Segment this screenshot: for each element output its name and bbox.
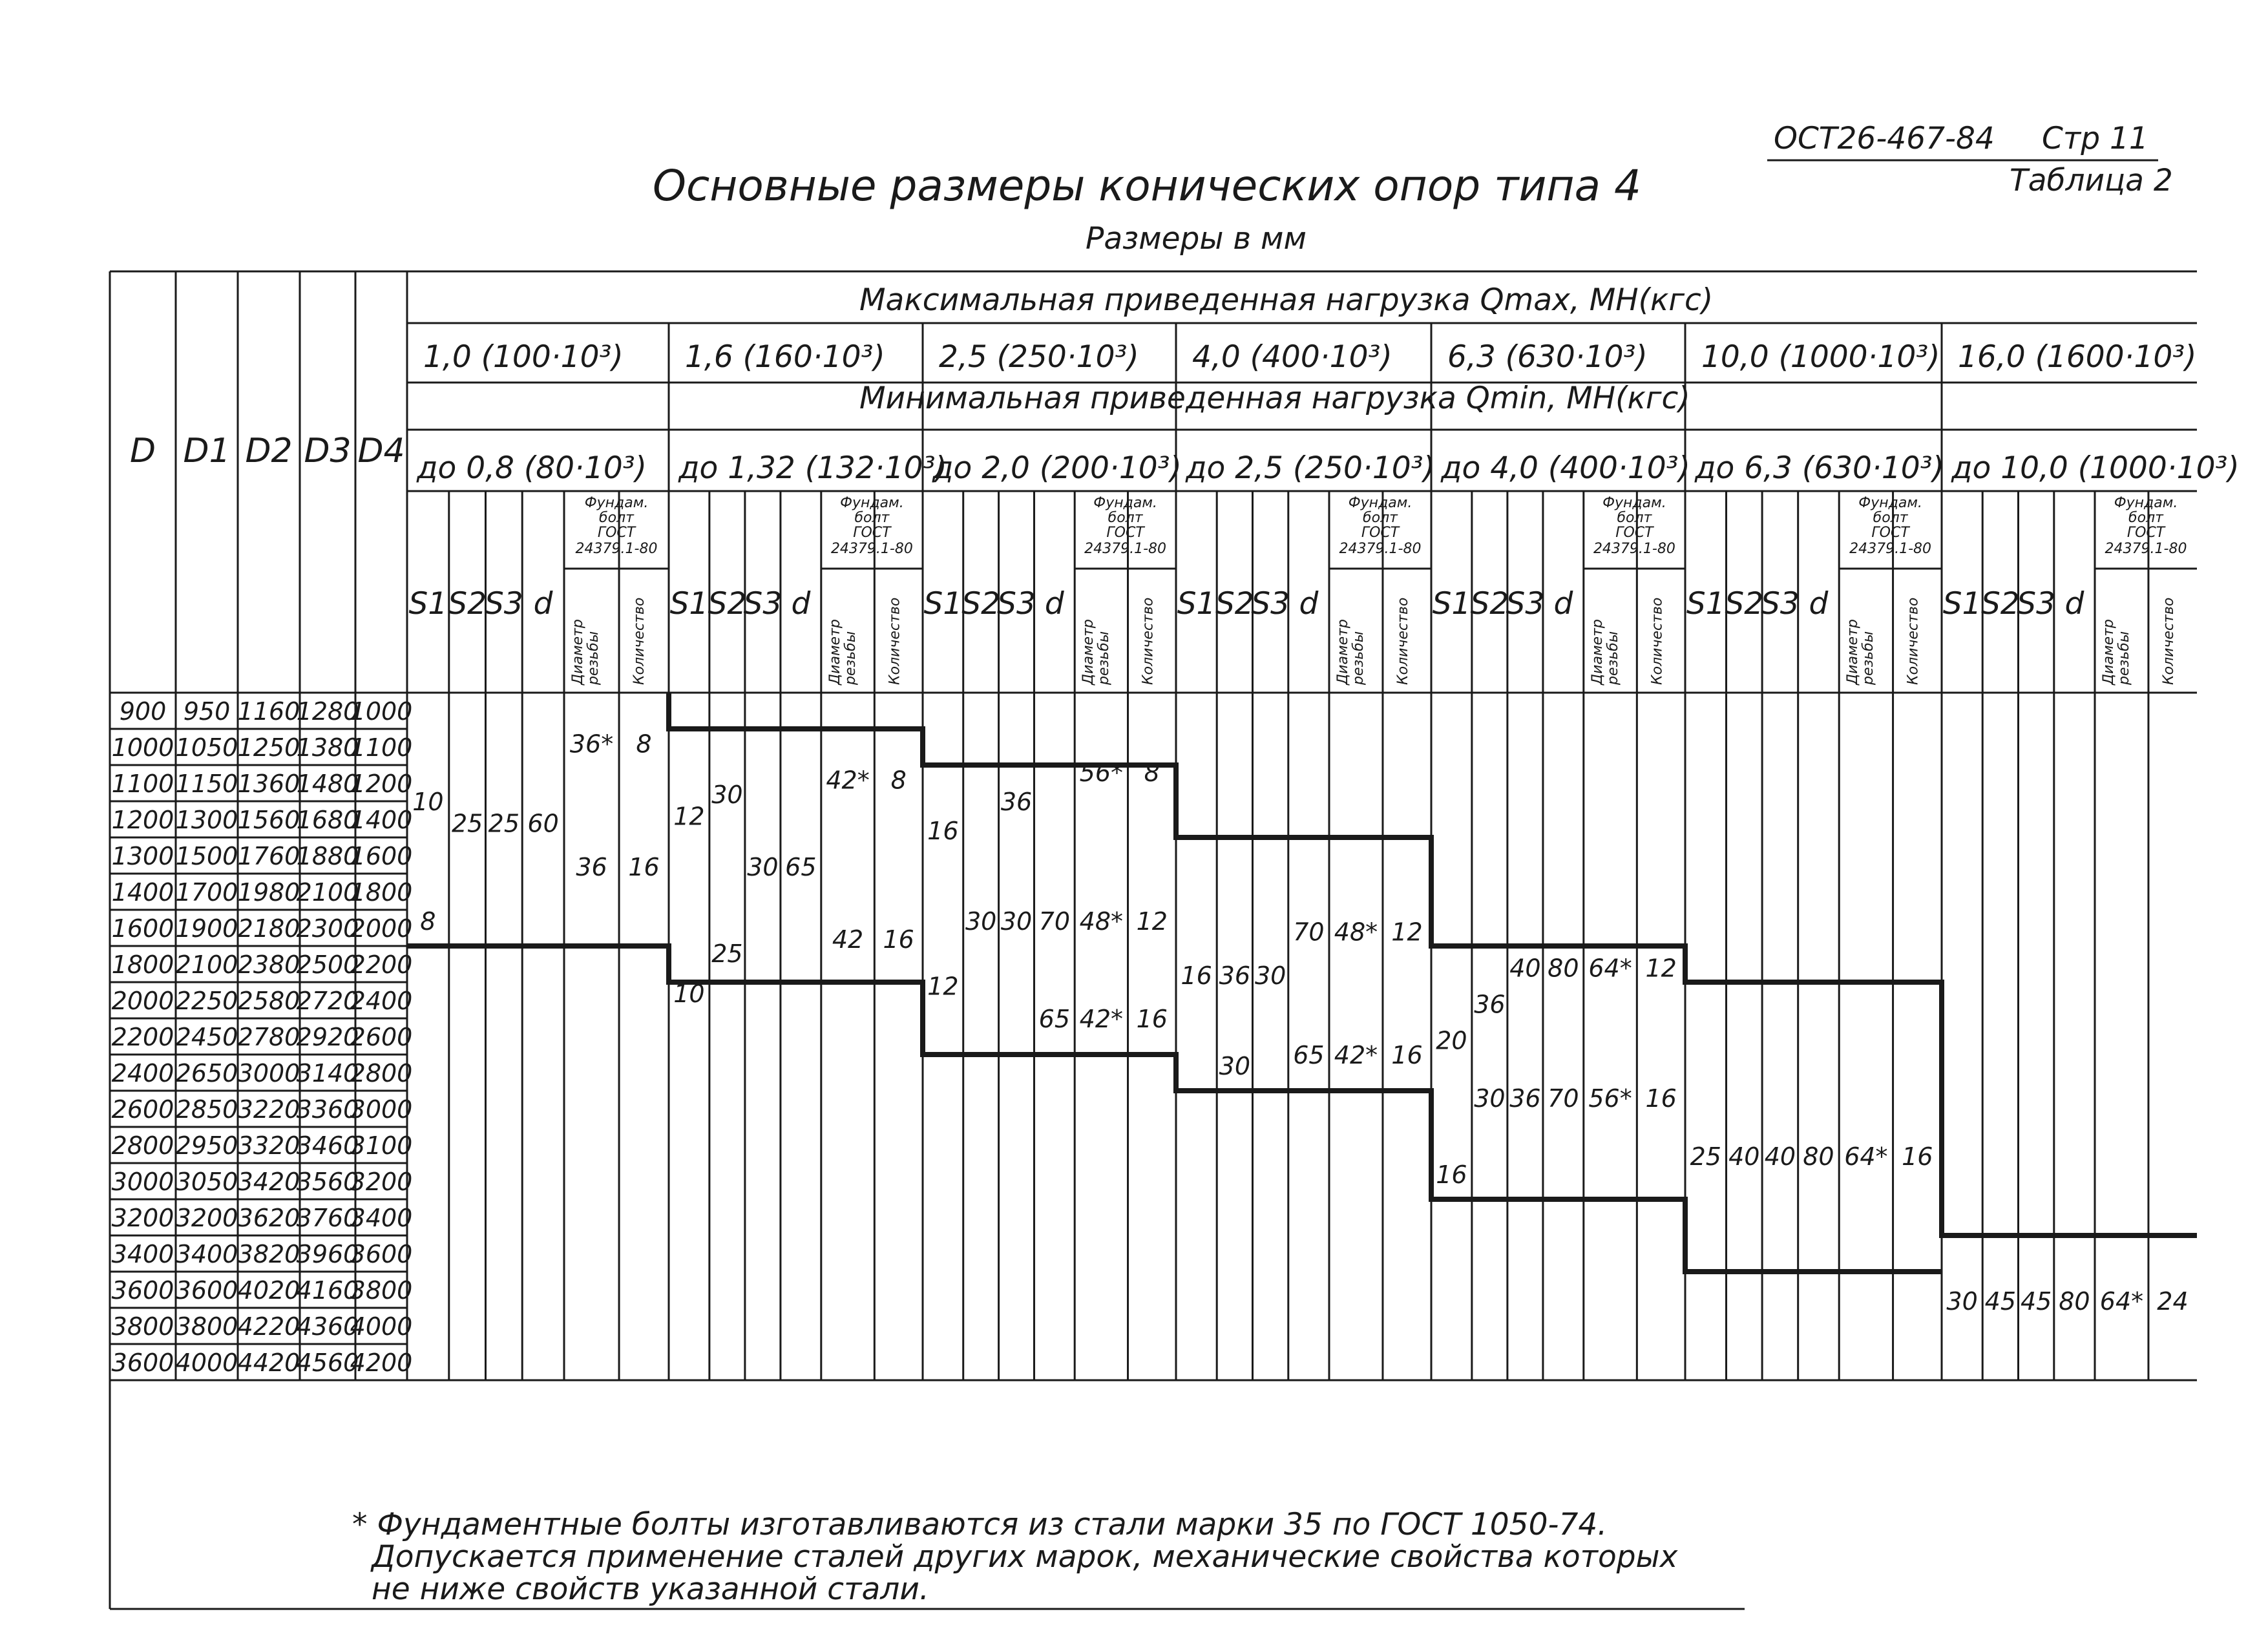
g7-s1-value: 30 — [1946, 1287, 1978, 1316]
bolt-header: ГОСТ — [597, 525, 636, 541]
g1-qty-value: 16 — [628, 852, 660, 881]
table-row-cell: 2380 — [237, 951, 300, 979]
bolt-header: болт — [854, 510, 890, 526]
table-row-cell: 3000 — [111, 1168, 174, 1196]
table-row-cell: 1700 — [175, 878, 238, 907]
quantity-header: Количество — [1394, 597, 1411, 685]
g2-s3-value: 30 — [747, 852, 779, 881]
bolt-header: ГОСТ — [1361, 525, 1400, 541]
bolt-header: болт — [1873, 510, 1908, 526]
g3-d-value: 70 — [1038, 907, 1071, 936]
page-title: Основные размеры конических опор типа 4 — [653, 161, 1641, 211]
thread-header: резьбы — [1860, 631, 1877, 685]
thread-header: резьбы — [2116, 631, 2132, 685]
g1-thread-value: 36* — [569, 730, 614, 759]
table-row-cell: 3200 — [111, 1204, 174, 1232]
table-row-cell: 2600 — [111, 1095, 174, 1124]
col-header-d: d — [1809, 586, 1829, 622]
g1-d-value: 60 — [527, 809, 559, 838]
bolt-header: 24379.1-80 — [830, 541, 913, 557]
table-row-cell: 1980 — [237, 878, 300, 907]
g5-s1-value: 20 — [1436, 1026, 1467, 1055]
g7-d-value: 80 — [2059, 1287, 2090, 1316]
page-reference: Стр 11 — [2042, 121, 2148, 156]
g4-d-value: 65 — [1293, 1041, 1325, 1069]
table-row-cell: 1600 — [111, 914, 174, 943]
bolt-header: ГОСТ — [1615, 525, 1654, 541]
qmin-group-7: до 10,0 (1000·10³) — [1951, 450, 2240, 486]
table-row-cell: 1560 — [237, 806, 300, 834]
g3-s3-value: 36 — [1000, 788, 1033, 816]
table-row-cell: 2400 — [350, 987, 413, 1015]
col-header-d: d — [791, 586, 811, 622]
table-row-cell: 2200 — [111, 1023, 174, 1051]
table-row-cell: 900 — [119, 697, 167, 726]
bolt-header: Фундам. — [1093, 495, 1157, 511]
qmax-title: Максимальная приведенная нагрузка Qmax, МН(кгс) — [859, 282, 1714, 318]
table-row-cell: 3600 — [111, 1276, 174, 1305]
table-row-cell: 2720 — [296, 987, 359, 1015]
table-row-cell: 4020 — [237, 1276, 300, 1305]
qmax-group-7: 16,0 (1600·10³) — [1958, 339, 2197, 375]
col-header-s2: S2 — [708, 586, 747, 622]
table-row-cell: 2920 — [296, 1023, 359, 1051]
table-row-cell: 4560 — [296, 1349, 359, 1377]
table-row-cell: 2250 — [175, 987, 238, 1015]
g3-qty-value: 8 — [1144, 759, 1160, 788]
col-header-s3: S3 — [2017, 586, 2056, 622]
g5-thread-value: 56* — [1588, 1084, 1632, 1113]
table-row-cell: 3140 — [296, 1059, 359, 1087]
g4-thread-value: 42* — [1334, 1041, 1378, 1069]
table-row-cell: 3620 — [237, 1204, 300, 1232]
col-header-s2: S2 — [448, 586, 487, 622]
table-row-cell: 3000 — [237, 1059, 300, 1087]
table-row-cell: 3800 — [350, 1276, 413, 1305]
g1-s2-value: 25 — [451, 809, 483, 838]
table-row-cell: 1280 — [296, 697, 359, 726]
col-header-s1: S1 — [408, 586, 448, 622]
g2-d-value: 65 — [785, 852, 817, 881]
table-row-cell: 3820 — [237, 1240, 300, 1268]
table-row-cell: 4200 — [350, 1349, 413, 1377]
qmin-group-5: до 4,0 (400·10³) — [1441, 450, 1690, 486]
table-row-cell: 2100 — [175, 951, 238, 979]
table-row-cell: 1800 — [111, 951, 174, 979]
table-row-cell: 2300 — [296, 914, 359, 943]
table-row-cell: 3000 — [350, 1095, 413, 1124]
col-header-d: d — [1553, 586, 1573, 622]
thread-header: Диаметр — [2101, 619, 2117, 685]
dim-header-d: D — [129, 432, 156, 470]
g2-qty-value: 8 — [890, 766, 907, 795]
g7-qty-value: 24 — [2157, 1287, 2189, 1316]
g3-d-value: 65 — [1038, 1005, 1071, 1033]
g3-s1-value: 12 — [927, 972, 959, 1001]
bolt-header: Фундам. — [840, 495, 904, 511]
table-row-cell: 1300 — [111, 842, 174, 870]
table-row-cell: 2400 — [111, 1059, 174, 1087]
table-row-cell: 3960 — [296, 1240, 359, 1268]
table-cells — [412, 730, 2188, 1315]
g4-thread-value: 48* — [1334, 918, 1378, 947]
col-header-d: d — [533, 586, 553, 622]
table-row-cell: 1400 — [350, 806, 413, 834]
bolt-header: Фундам. — [1348, 495, 1412, 511]
table-row-cell: 3320 — [237, 1131, 300, 1160]
qmin-group-6: до 6,3 (630·10³) — [1695, 450, 1944, 486]
col-header-s3: S3 — [484, 586, 523, 622]
table-row-cell: 3460 — [296, 1131, 359, 1160]
bolt-header: болт — [1108, 510, 1143, 526]
table-row-cell: 3800 — [175, 1312, 238, 1341]
table-row-cell: 1360 — [237, 770, 300, 798]
g4-qty-value: 12 — [1391, 918, 1423, 947]
page-subtitle: Размеры в мм — [1086, 221, 1307, 257]
table-row-cell: 1880 — [296, 842, 359, 870]
table-row-cell: 1900 — [175, 914, 238, 943]
qmax-group-2: 1,6 (160·10³) — [685, 339, 885, 375]
table-row-cell: 3360 — [296, 1095, 359, 1124]
g3-s3-value: 30 — [1000, 907, 1033, 936]
g3-thread-value: 56* — [1079, 759, 1124, 788]
col-header-s1: S1 — [923, 586, 963, 622]
table-row-cell: 2500 — [296, 951, 359, 979]
thread-header: резьбы — [1096, 631, 1113, 685]
thread-header: резьбы — [1350, 631, 1367, 685]
table-row-cell: 2950 — [175, 1131, 238, 1160]
g1-s3-value: 25 — [488, 809, 520, 838]
g3-s1-value: 16 — [927, 816, 959, 845]
quantity-header: Количество — [887, 597, 903, 685]
qmax-group-1: 1,0 (100·10³) — [423, 339, 624, 375]
qmin-group-1: до 0,8 (80·10³) — [417, 450, 647, 486]
bolt-header: Фундам. — [1602, 495, 1666, 511]
thread-header: Диаметр — [1845, 619, 1862, 685]
qmax-group-6: 10,0 (1000·10³) — [1701, 339, 1940, 375]
g4-d-value: 70 — [1293, 918, 1325, 947]
g6-d-value: 80 — [1803, 1142, 1834, 1171]
table-row-cell: 3400 — [175, 1240, 238, 1268]
bolt-header: 24379.1-80 — [575, 541, 658, 557]
g6-s3-value: 40 — [1764, 1142, 1796, 1171]
table-row-cell: 2100 — [296, 878, 359, 907]
quantity-header: Количество — [1649, 597, 1666, 685]
thread-header: Диаметр — [1589, 619, 1606, 685]
col-header-s1: S1 — [669, 586, 709, 622]
table-row-cell: 3600 — [175, 1276, 238, 1305]
bolt-header: Фундам. — [2114, 495, 2178, 511]
bolt-header: ГОСТ — [1106, 525, 1144, 541]
g7-s2-value: 45 — [1984, 1287, 2017, 1316]
bolt-header: 24379.1-80 — [1849, 541, 1932, 557]
col-header-d: d — [1044, 586, 1064, 622]
table-row-cell: 3400 — [111, 1240, 174, 1268]
table-row-cell: 950 — [183, 697, 231, 726]
table-row-cell: 1050 — [175, 733, 238, 762]
g2-s2-value: 25 — [711, 940, 743, 969]
g2-qty-value: 16 — [883, 925, 914, 954]
table-row-cell: 2450 — [175, 1023, 238, 1051]
g2-thread-value: 42* — [826, 766, 870, 795]
dim-header-d1: D1 — [183, 432, 231, 470]
g1-s1-value: 8 — [420, 907, 436, 936]
footnote-line-2: Допускается применение сталей других марок, механические свойства которых — [372, 1539, 1678, 1575]
g5-s2-value: 30 — [1474, 1084, 1506, 1113]
col-header-s1: S1 — [1432, 586, 1471, 622]
table-row-cell: 4000 — [175, 1349, 238, 1377]
table-row-cell: 2800 — [350, 1059, 413, 1087]
g2-s2-value: 30 — [711, 780, 743, 809]
table-row-cell: 3600 — [350, 1240, 413, 1268]
bolt-header: болт — [1617, 510, 1652, 526]
table-row-cell: 1480 — [296, 770, 359, 798]
col-header-s3: S3 — [743, 586, 782, 622]
g5-qty-value: 12 — [1645, 954, 1677, 983]
footnote — [352, 1507, 1679, 1607]
table-row-cell: 1200 — [111, 806, 174, 834]
table-row-cell: 3600 — [111, 1349, 174, 1377]
bolt-header: 24379.1-80 — [2105, 541, 2187, 557]
bolt-header: ГОСТ — [2126, 525, 2165, 541]
thread-header: Диаметр — [570, 619, 586, 685]
bolt-header: болт — [2128, 510, 2163, 526]
thread-header: Диаметр — [1335, 619, 1351, 685]
col-header-d: d — [2064, 586, 2084, 622]
g6-qty-value: 16 — [1902, 1142, 1933, 1171]
footnote-line-3: не ниже свойств указанной стали. — [372, 1571, 929, 1607]
bolt-header: Фундам. — [584, 495, 649, 511]
col-header-s1: S1 — [1686, 586, 1725, 622]
table-row-cell: 3220 — [237, 1095, 300, 1124]
table-row-cell: 2650 — [175, 1059, 238, 1087]
dim-header-d2: D2 — [245, 432, 293, 470]
table-row-cell: 1500 — [175, 842, 238, 870]
dim-header-d3: D3 — [304, 432, 352, 470]
table-row-cell: 3800 — [111, 1312, 174, 1341]
g5-d-value: 80 — [1548, 954, 1579, 983]
table-row-cell: 1100 — [111, 770, 174, 798]
col-header-s3: S3 — [1251, 586, 1290, 622]
table-row-cell: 2200 — [350, 951, 413, 979]
col-header-s3: S3 — [1506, 586, 1545, 622]
g5-s3-value: 40 — [1509, 954, 1541, 983]
g5-qty-value: 16 — [1645, 1084, 1677, 1113]
bolt-header: болт — [1363, 510, 1398, 526]
qmax-group-3: 2,5 (250·10³) — [939, 339, 1139, 375]
table-row-cell: 3050 — [175, 1168, 238, 1196]
table-row-cell: 1160 — [237, 697, 300, 726]
g4-s2-value: 30 — [1219, 1051, 1251, 1080]
table-row-cell: 4000 — [350, 1312, 413, 1341]
col-header-s2: S2 — [1215, 586, 1254, 622]
g4-s2-value: 36 — [1219, 961, 1251, 990]
table-row-cell: 1000 — [350, 697, 413, 726]
qmin-group-3: до 2,0 (200·10³) — [932, 450, 1182, 486]
table-row-cell: 1100 — [350, 733, 413, 762]
footnote-line-1: * Фундаментные болты изготавливаются из стали марки 35 по ГОСТ 1050-74. — [352, 1507, 1608, 1542]
g2-s1-value: 10 — [673, 979, 705, 1008]
table-row-cell: 2800 — [111, 1131, 174, 1160]
table-row-cell: 3420 — [237, 1168, 300, 1196]
bolt-header: ГОСТ — [1871, 525, 1909, 541]
thread-header: Диаметр — [1080, 619, 1097, 685]
table-row-cell: 2580 — [237, 987, 300, 1015]
col-header-s1: S1 — [1942, 586, 1982, 622]
g3-qty-value: 16 — [1136, 1005, 1168, 1033]
thread-header: резьбы — [842, 631, 859, 685]
g6-s2-value: 40 — [1728, 1142, 1760, 1171]
table-row-cell: 2180 — [237, 914, 300, 943]
table-row-cell: 3400 — [350, 1204, 413, 1232]
table-row-cell: 4360 — [296, 1312, 359, 1341]
col-header-s3: S3 — [1761, 586, 1800, 622]
bolt-header: 24379.1-80 — [1339, 541, 1422, 557]
qmin-title: Минимальная приведенная нагрузка Qmin, МН(кгс) — [859, 381, 1690, 416]
table-row-cell: 1680 — [296, 806, 359, 834]
table-row-cell: 1300 — [175, 806, 238, 834]
g5-d-value: 70 — [1548, 1084, 1579, 1113]
table-row-cell: 2000 — [111, 987, 174, 1015]
thread-header: резьбы — [585, 631, 602, 685]
g5-thread-value: 64* — [1588, 954, 1632, 983]
col-header-s1: S1 — [1177, 586, 1216, 622]
thread-header: резьбы — [1604, 631, 1621, 685]
range-boundary — [407, 946, 1942, 1272]
table-row-cell: 2000 — [350, 914, 413, 943]
col-header-s2: S2 — [1725, 586, 1764, 622]
quantity-header: Количество — [1905, 597, 1922, 685]
qmin-group-4: до 2,5 (250·10³) — [1186, 450, 1435, 486]
bolt-header: 24379.1-80 — [1593, 541, 1675, 557]
table-row-cell: 2850 — [175, 1095, 238, 1124]
table-row-cell: 1250 — [237, 733, 300, 762]
g7-s3-value: 45 — [2020, 1287, 2052, 1316]
table-row-cell: 1600 — [350, 842, 413, 870]
g1-qty-value: 8 — [636, 730, 652, 759]
qmin-group-2: до 1,32 (132·10³) — [678, 450, 947, 486]
g5-s1-value: 16 — [1436, 1160, 1467, 1189]
g6-s1-value: 25 — [1690, 1142, 1721, 1171]
dimension-columns — [110, 432, 412, 1380]
g5-s2-value: 36 — [1474, 990, 1506, 1019]
g3-qty-value: 12 — [1136, 907, 1168, 936]
table-row-cell: 3200 — [175, 1204, 238, 1232]
table-grid — [110, 271, 2240, 1609]
g1-thread-value: 36 — [576, 852, 607, 881]
table-row-cell: 3560 — [296, 1168, 359, 1196]
dim-header-d4: D4 — [357, 432, 405, 470]
table-row-cell: 1380 — [296, 733, 359, 762]
col-header-s2: S2 — [961, 586, 1001, 622]
table-row-cell: 1000 — [111, 733, 174, 762]
table-row-cell: 3760 — [296, 1204, 359, 1232]
col-header-d: d — [1299, 586, 1319, 622]
g1-s1-value: 10 — [412, 788, 444, 816]
table-row-cell: 4220 — [237, 1312, 300, 1341]
table-row-cell: 1400 — [111, 878, 174, 907]
bolt-header: 24379.1-80 — [1084, 541, 1167, 557]
quantity-header: Количество — [1140, 597, 1157, 685]
g3-thread-value: 48* — [1079, 907, 1124, 936]
g7-thread-value: 64* — [2099, 1287, 2144, 1316]
g2-s1-value: 12 — [673, 802, 705, 831]
table-row-cell: 1760 — [237, 842, 300, 870]
col-header-s2: S2 — [1980, 586, 2020, 622]
bolt-header: ГОСТ — [853, 525, 891, 541]
table-row-cell: 1150 — [175, 770, 238, 798]
bolt-header: болт — [599, 510, 634, 526]
bolt-header: Фундам. — [1858, 495, 1922, 511]
table-row-cell: 4420 — [237, 1349, 300, 1377]
g6-thread-value: 64* — [1844, 1142, 1888, 1171]
quantity-header: Количество — [631, 597, 648, 685]
table-row-cell: 1200 — [350, 770, 413, 798]
table-number: Таблица 2 — [2010, 163, 2173, 198]
col-header-s3: S3 — [997, 586, 1036, 622]
doc-reference: ОСТ26-467-84 — [1774, 121, 1995, 156]
g4-s3-value: 30 — [1254, 961, 1286, 990]
table-row-cell: 2600 — [350, 1023, 413, 1051]
g2-thread-value: 42 — [832, 925, 864, 954]
table-row-cell: 3200 — [350, 1168, 413, 1196]
table-row-cell: 3100 — [350, 1131, 413, 1160]
g4-qty-value: 16 — [1391, 1041, 1423, 1069]
qmax-group-4: 4,0 (400·10³) — [1192, 339, 1392, 375]
thread-header: Диаметр — [826, 619, 843, 685]
quantity-header: Количество — [2160, 597, 2177, 685]
g3-s2-value: 30 — [965, 907, 997, 936]
col-header-s2: S2 — [1470, 586, 1509, 622]
qmax-group-5: 6,3 (630·10³) — [1447, 339, 1648, 375]
g5-s3-value: 36 — [1509, 1084, 1541, 1113]
table-row-cell: 2780 — [237, 1023, 300, 1051]
g3-thread-value: 42* — [1079, 1005, 1124, 1033]
table-row-cell: 1800 — [350, 878, 413, 907]
g4-s1-value: 16 — [1181, 961, 1212, 990]
table-row-cell: 4160 — [296, 1276, 359, 1305]
